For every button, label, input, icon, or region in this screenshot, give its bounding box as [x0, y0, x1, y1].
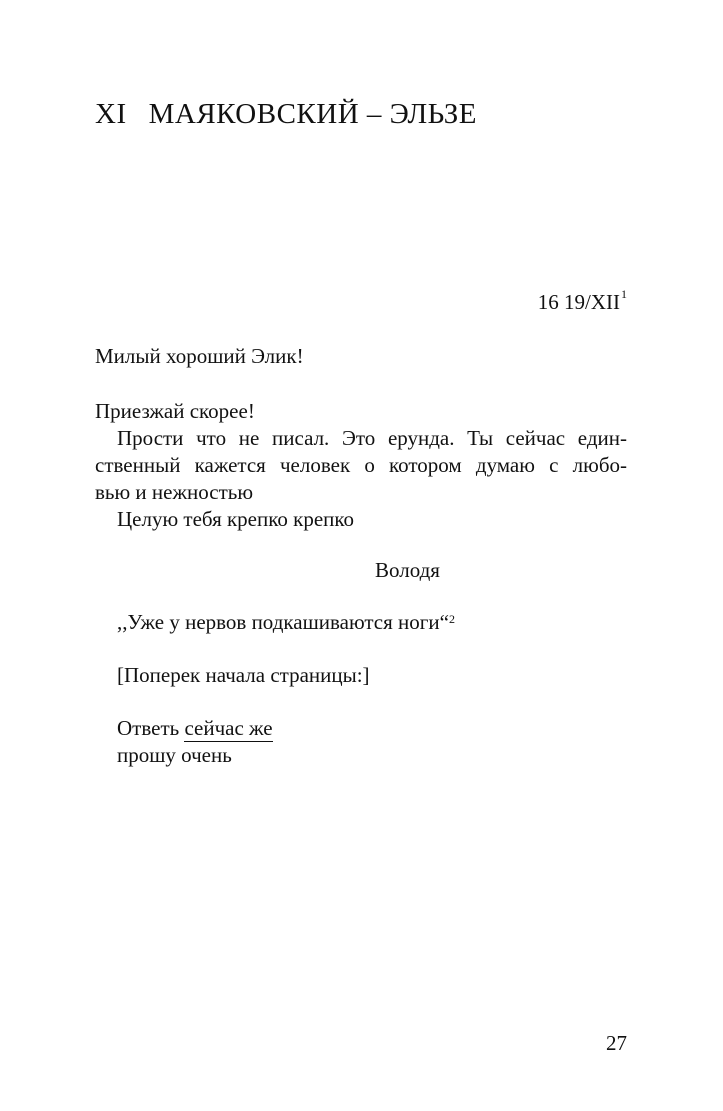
- postscript-line: прошу очень: [117, 743, 232, 767]
- quote-text: ,,Уже у нервов подкашиваются ноги“: [117, 610, 449, 634]
- paragraph-line: вью и нежностью: [95, 480, 254, 504]
- letter-date-text: 16 19/XII: [537, 290, 620, 314]
- footnote-marker: 1: [621, 287, 627, 301]
- chapter-number: XI: [95, 98, 127, 130]
- chapter-title: МАЯКОВСКИЙ – ЭЛЬЗЕ: [148, 98, 477, 130]
- letter-date: [537, 287, 627, 315]
- paragraph-line: ственный кажется человек о котором думаю с любо-: [95, 453, 627, 477]
- salutation: Милый хороший Элик!: [95, 344, 304, 368]
- letter-closing: Целую тебя крепко крепко: [117, 507, 355, 531]
- editor-note: [Поперек начала страницы:]: [117, 663, 370, 687]
- letter-line: Приезжай скорее!: [95, 399, 255, 423]
- chapter-heading: [95, 98, 477, 131]
- footnote-marker: 2: [448, 612, 455, 626]
- paragraph-line: Прости что не писал. Это ерунда. Ты сейчас един-: [117, 426, 627, 450]
- postscript-prefix: Ответь: [117, 716, 185, 740]
- signature: Володя: [375, 558, 440, 582]
- quote-line: [117, 609, 455, 636]
- underlined-text: сейчас же: [184, 716, 273, 740]
- letter-paragraph: [95, 425, 627, 506]
- postscript-line: [117, 715, 273, 742]
- page-number: 27: [606, 1031, 627, 1055]
